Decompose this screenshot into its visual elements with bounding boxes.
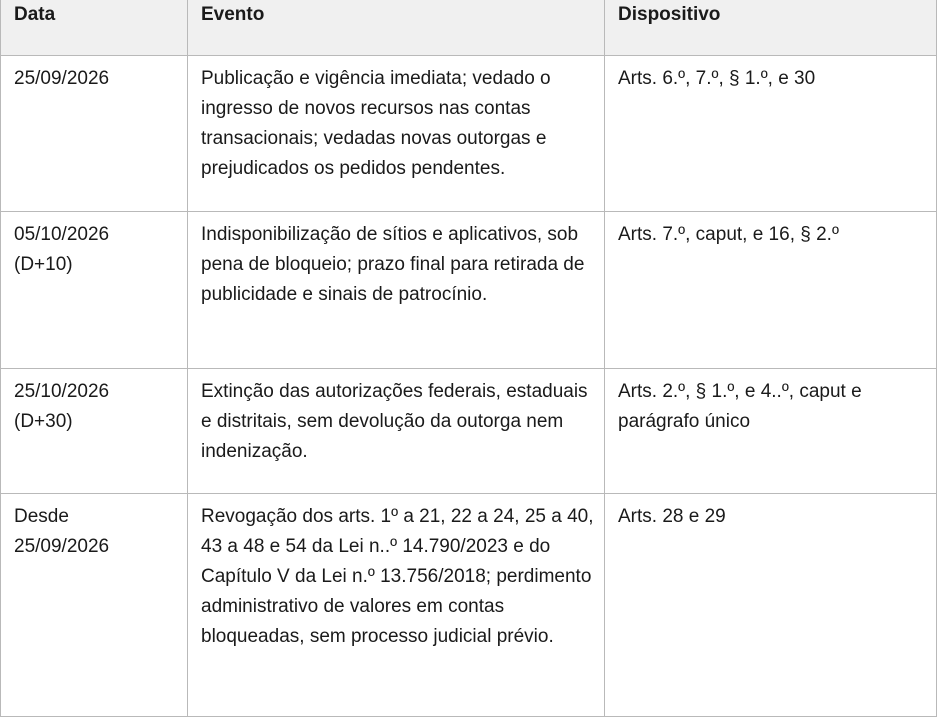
- table-row: [1, 493, 937, 716]
- cell-data: [1, 368, 188, 493]
- date-prefix: Desde: [14, 505, 69, 527]
- cell-evento: Revogação dos arts. 1º a 21, 22 a 24, 25 a 40, 43 a 48 e 54 da Lei n..º 14.790/2023 e do Capítulo V da Lei n.º 13.756/2018; perdimento administrativo de valores em contas bloqueadas, sem processo judicial prévio.: [188, 493, 605, 716]
- cell-dispositivo: Arts. 28 e 29: [605, 493, 937, 716]
- cell-evento: Publicação e vigência imediata; vedado o ingresso de novos recursos nas contas transacionais; vedadas novas outorgas e prejudicados os pedidos pendentes.: [188, 55, 605, 211]
- date-line: 25/09/2026: [14, 67, 110, 89]
- date-offset: (D+10): [14, 253, 73, 275]
- header-evento: Evento: [188, 0, 605, 55]
- header-dispositivo: Dispositivo: [605, 0, 937, 55]
- date-offset: (D+30): [14, 410, 73, 432]
- header-data: Data: [1, 0, 188, 55]
- cell-dispositivo: Arts. 7.º, caput, e 16, § 2.º: [605, 211, 937, 368]
- cell-data: [1, 493, 188, 716]
- table-row: [1, 211, 937, 368]
- cell-dispositivo: Arts. 2.º, § 1.º, e 4..º, caput e parágrafo único: [605, 368, 937, 493]
- cell-evento: Indisponibilização de sítios e aplicativos, sob pena de bloqueio; prazo final para retirada de publicidade e sinais de patrocínio.: [188, 211, 605, 368]
- date-line: 25/10/2026: [14, 380, 110, 402]
- cell-evento: Extinção das autorizações federais, estaduais e distritais, sem devolução da outorga nem indenização.: [188, 368, 605, 493]
- date-line: 25/09/2026: [14, 535, 110, 557]
- cell-data: [1, 55, 188, 211]
- date-line: 05/10/2026: [14, 223, 110, 245]
- table-row: [1, 55, 937, 211]
- table-row: [1, 368, 937, 493]
- header-row: [1, 0, 937, 55]
- cell-data: [1, 211, 188, 368]
- cell-dispositivo: Arts. 6.º, 7.º, § 1.º, e 30: [605, 55, 937, 211]
